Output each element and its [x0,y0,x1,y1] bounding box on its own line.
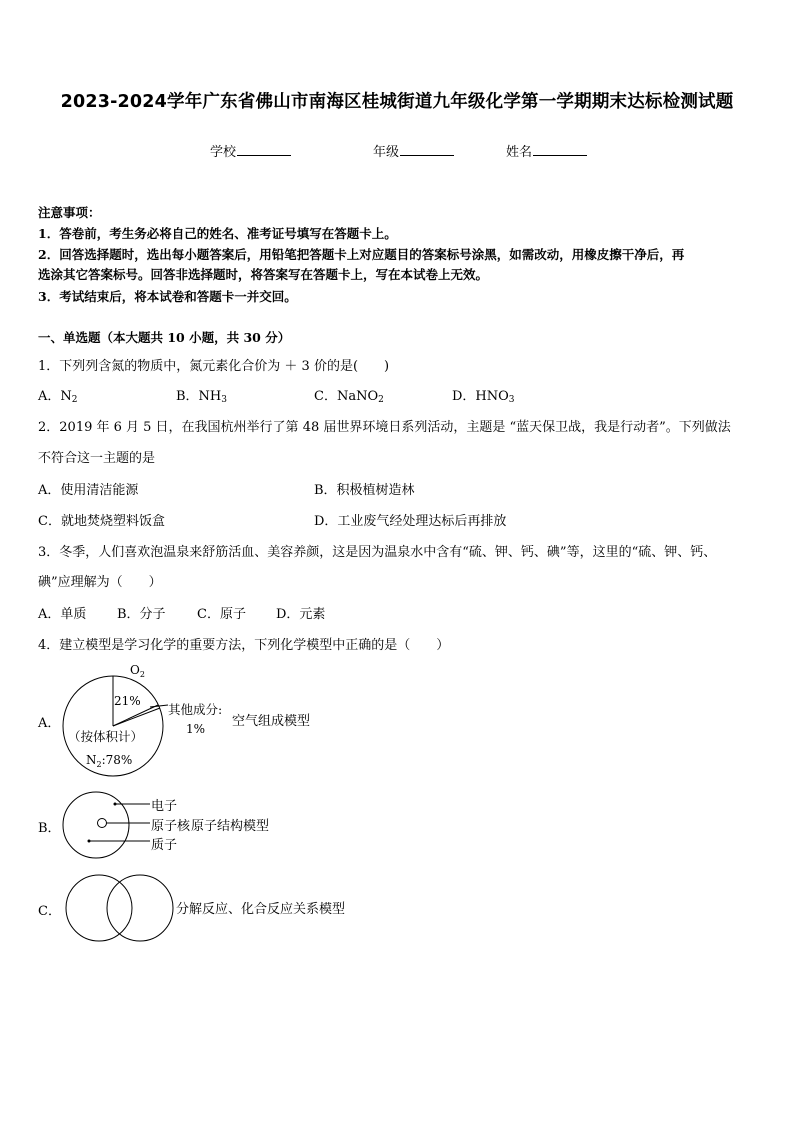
nucleus-label: 原子核原子结构模型 [151,819,270,834]
venn-circle-right [107,875,173,941]
q1-option-b[interactable]: B．$NH_3$ [176,389,227,405]
pie-radius-n2 [113,708,160,726]
q2-stem-line2: 不符合这一主题的是 [38,451,156,466]
other-label: 其他成分: [168,702,223,717]
notice-item-2: 2．回答选择题时，选出每小题答案后，用铅笔把答题卡上对应题目的答案标号涂黑，如需改动，用橡皮擦干净后，再 [38,247,685,262]
nucleus-circle [98,819,107,828]
venn-circle-left [66,875,132,941]
atom-outline [63,792,129,858]
name-label: 姓名 [506,145,533,160]
q3-stem-line1: 3．冬季，人们喜欢泡温泉来舒筋活血、美容养颜，这是因为温泉水中含有“硫、钾、钙、碘”等，这里的“硫、钾、钙、 [38,545,717,560]
q1-option-c[interactable]: C．NaNO$_2$ [314,389,384,405]
q2-stem-line1: 2．2019 年 6 月 5 日，在我国杭州举行了第 48 届世界环境日系列活动，主题是 “蓝天保卫战，我是行动者”。下列做法 [38,420,731,435]
pie-radius-o2 [113,705,158,726]
q3-option-d[interactable]: D．元素 [276,607,326,622]
q4-option-b-letter[interactable]: B． [38,821,61,836]
electron-label: 电子 [151,799,178,814]
school-label: 学校 [210,145,237,160]
q4-option-c-letter[interactable]: C． [38,904,61,919]
o2-percent: 21% [114,694,141,708]
air-model-caption: 空气组成模型 [232,714,311,729]
center-text: （按体积计） [68,729,144,744]
q3-option-b[interactable]: B．分子 [117,607,166,622]
other-percent: 1% [186,722,206,736]
q2-option-c[interactable]: C．就地焚烧塑料饭盒 [38,514,165,529]
q4-stem: 4．建立模型是学习化学的重要方法，下列化学模型中正确的是（ ） [38,638,450,653]
grade-label: 年级 [373,145,400,160]
q2-option-a[interactable]: A．使用清洁能源 [38,483,139,498]
section-heading: 一、单选题（本大题共 10 小题，共 30 分） [38,330,291,345]
q1-option-d[interactable]: D．$HNO_3$ [452,389,515,405]
notice-heading: 注意事项： [38,205,101,220]
n2-label: $N_2:78\%$ [86,753,133,769]
exam-title: 2023-2024学年广东省佛山市南海区桂城街道九年级化学第一学期期末达标检测试题 [60,92,734,112]
notice-item-2-cont: 选涂其它答案标号。回答非选择题时，将答案写在答题卡上，写在本试卷上无效。 [38,267,489,282]
q4-option-a-letter[interactable]: A． [38,716,61,731]
q1-option-a[interactable]: A．$N_2$ [38,389,78,405]
q3-option-a[interactable]: A．单质 [38,607,87,622]
notice-item-3: 3．考试结束后，将本试卷和答题卡一并交回。 [38,289,297,304]
q2-option-d[interactable]: D．工业废气经处理达标后再排放 [314,514,507,529]
proton-label: 质子 [151,838,178,853]
o2-label: $O_2$ [130,663,145,679]
notice-item-1: 1．答卷前，考生务必将自己的姓名、准考证号填写在答题卡上。 [38,226,397,241]
venn-caption: 分解反应、化合反应关系模型 [176,902,346,917]
q3-stem-line2: 碘”应理解为（ ） [38,575,162,590]
q1-stem: 1．下列列含氮的物质中，氮元素化合价为 ＋ 3 价的是( ) [38,359,390,374]
q3-option-c[interactable]: C．原子 [197,607,246,622]
q2-option-b[interactable]: B．积极植树造林 [314,483,415,498]
